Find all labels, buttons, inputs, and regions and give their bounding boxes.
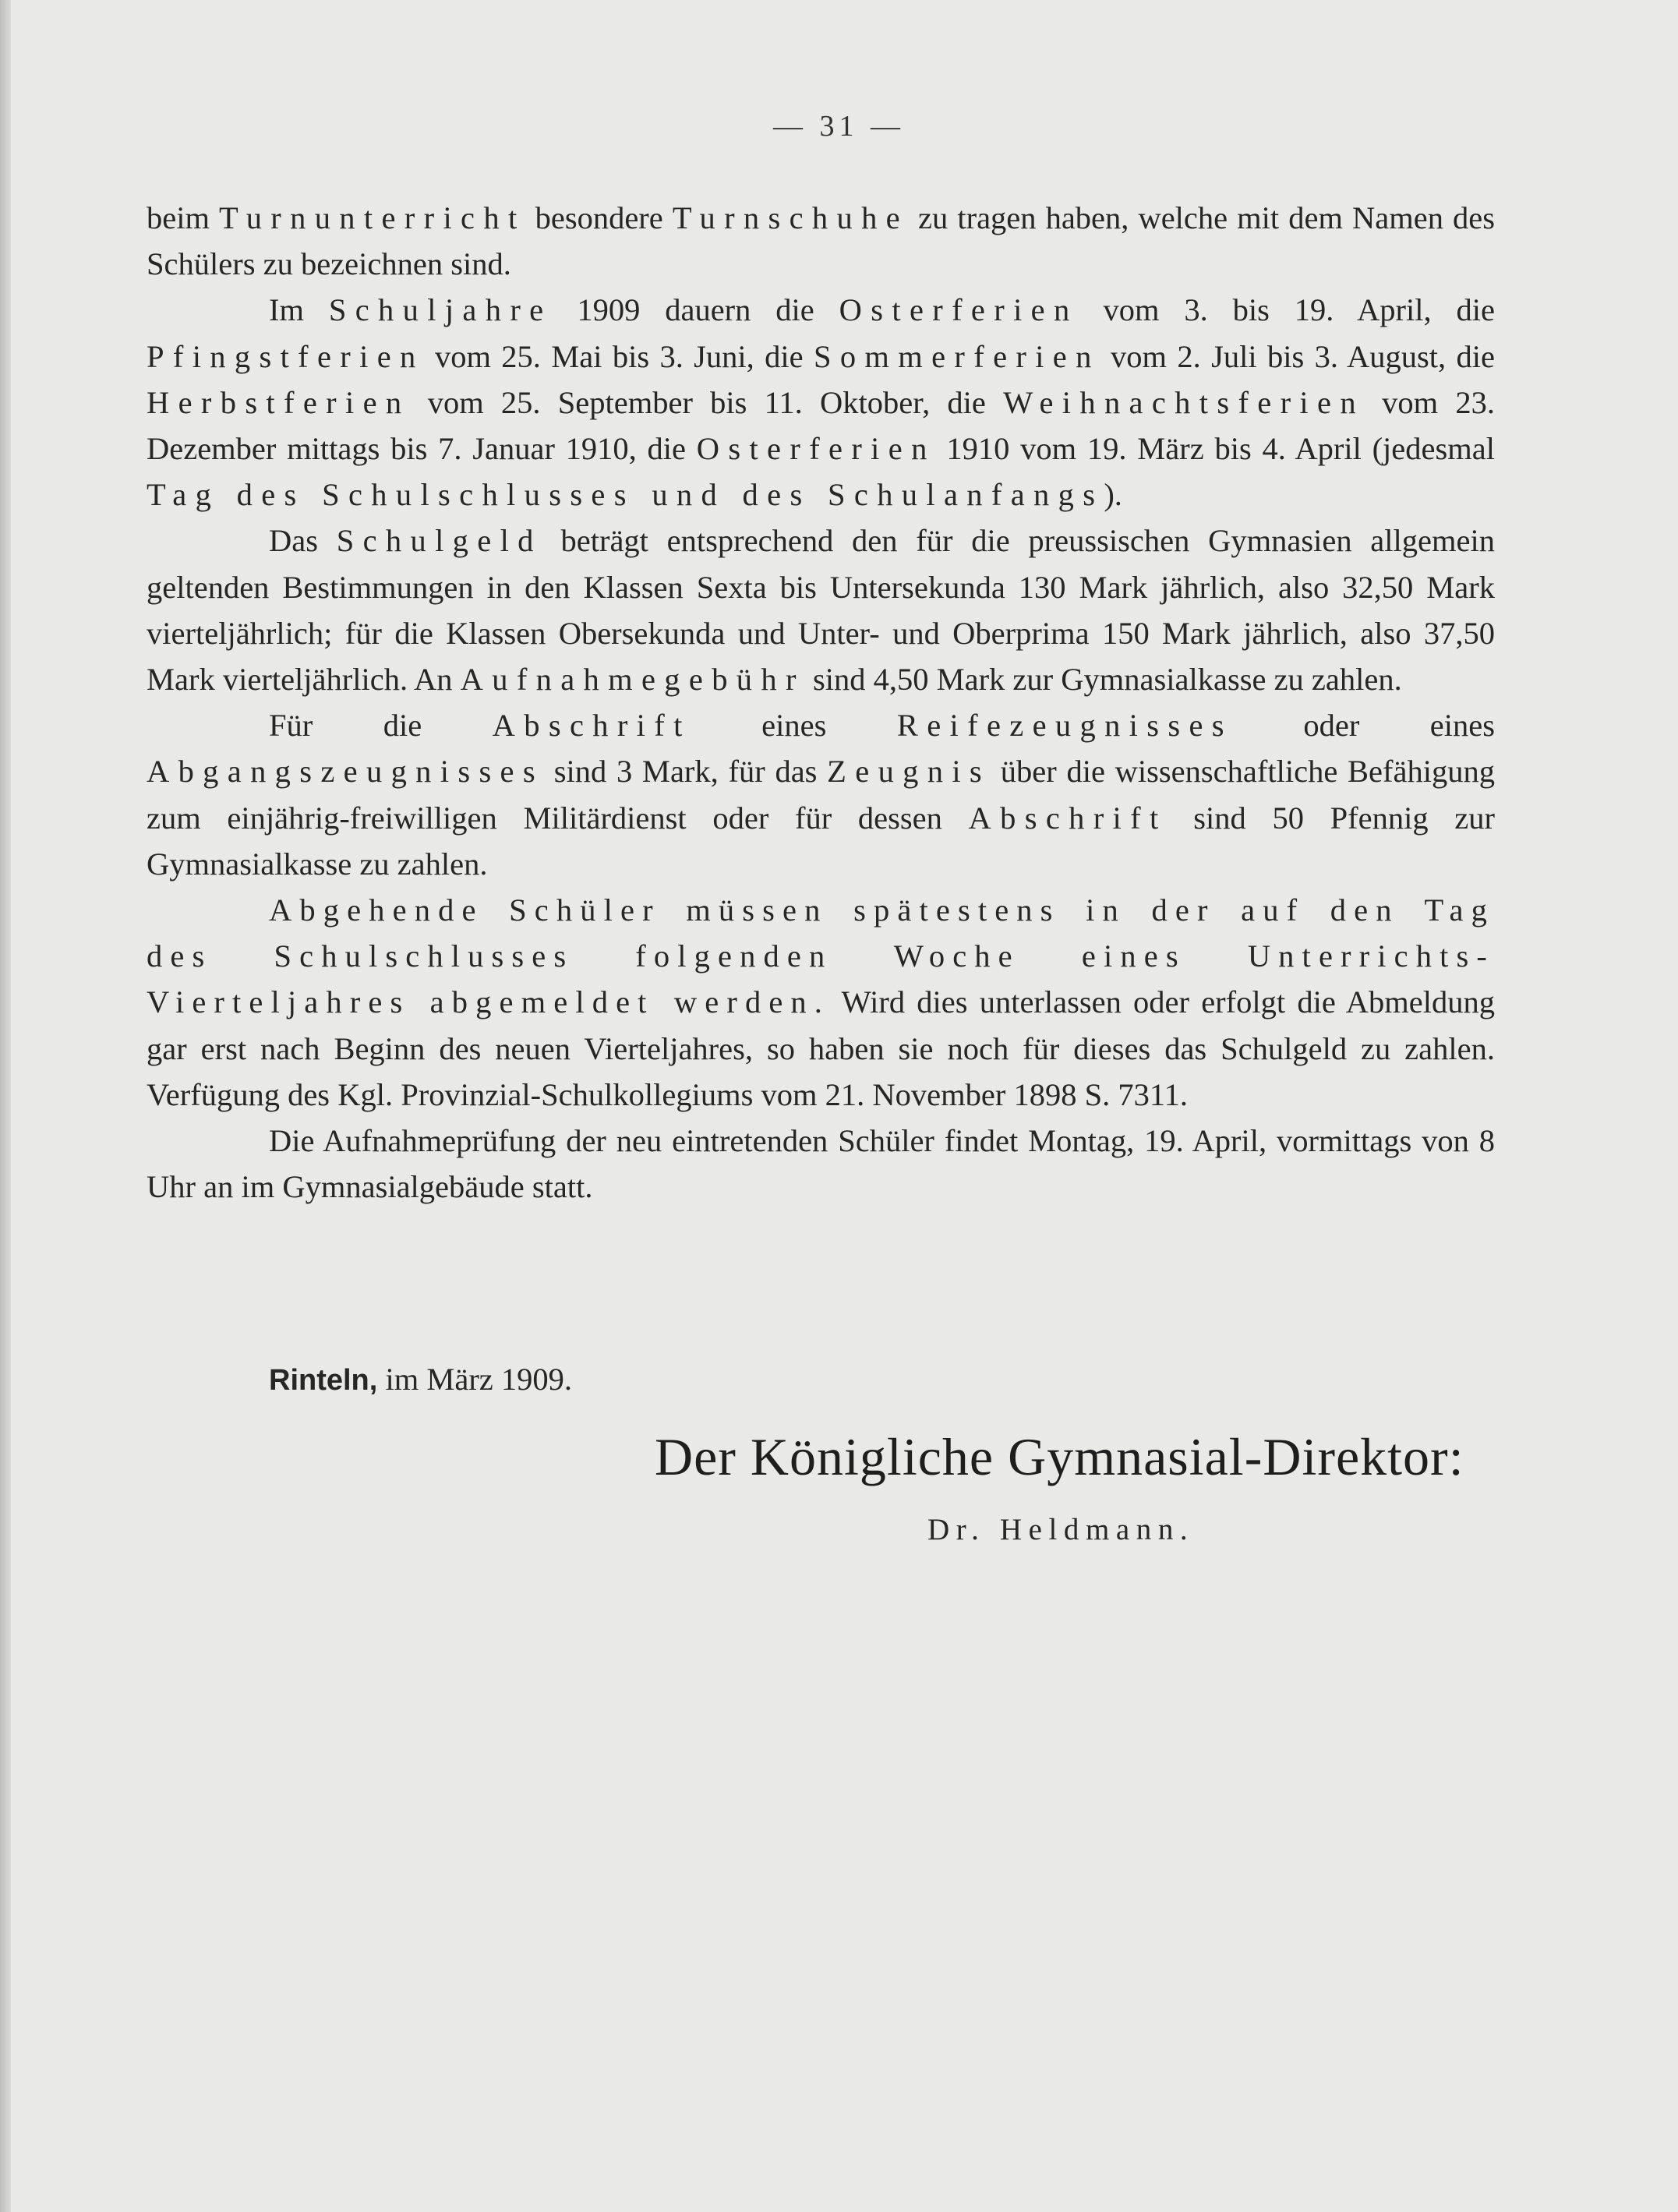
body-text: [147, 195, 1495, 1210]
text-run: zu tragen haben, welche mit dem Namen des Schülers zu bezeichnen sind.: [147, 200, 1496, 282]
text-run: 1909 dauern die: [552, 292, 839, 328]
text-run: Im: [269, 292, 329, 328]
emphasis-osterferien-1910: Osterferien: [696, 431, 936, 467]
text-run: besondere: [525, 200, 673, 235]
emphasis-turnschuhe: Turnschuhe: [672, 200, 909, 235]
text-run: sind 3 Mark, für das: [543, 754, 828, 790]
text-run: beim: [147, 200, 220, 235]
emphasis-turnunterricht: Turnunterricht: [219, 200, 526, 235]
paragraph-gym-shoes: [147, 195, 1495, 287]
text-run: Das: [269, 523, 337, 559]
paragraph-school-fees: [147, 518, 1495, 702]
page-number: — 31 —: [773, 110, 905, 143]
signature-title: Der Königliche Gymnasial-Direktor:: [655, 1427, 1464, 1486]
place-date-line: [269, 1361, 572, 1398]
emphasis-schuljahre: Schuljahre: [328, 292, 553, 328]
text-run: sind 4,50 Mark zur Gymnasialkasse zu zahlen.: [804, 662, 1402, 698]
paragraph-holidays: [147, 287, 1495, 518]
date-text: im März 1909.: [377, 1362, 573, 1397]
emphasis-schulschluss: Tag des Schulschlusses und des Schulanfangs: [147, 477, 1104, 513]
text-run: oder eines: [1232, 708, 1495, 744]
text-run: Wird dies unterlassen oder erfolgt die Abmeldung gar erst nach Beginn des neuen Vierteljahres, so haben sie noch für dieses das Schulgeld zu zahlen. Verfügung des Kgl. Provinzial-Schulkollegiums vom 21. November 1898 S. 7311.: [147, 984, 1495, 1112]
emphasis-abgangszeugnisses: Abgangszeugnisses: [147, 754, 544, 790]
text-run: über die wissenschaftliche Befähigung zum einjährig-freiwilligen Militärdienst oder für dessen: [147, 754, 1495, 836]
emphasis-weihnachtsferien: Weihnachtsferien: [1003, 384, 1365, 420]
text-run: vom 2. Juli bis 3. August, die: [1100, 338, 1495, 374]
paragraph-deregistration: [147, 887, 1495, 1118]
paragraph-entrance-exam: [147, 1118, 1495, 1210]
text-run: vom 23. Dezember mittags bis 7. Januar 1910, die: [147, 384, 1495, 467]
text-run: vom 3. bis 19. April, die: [1078, 292, 1495, 328]
emphasis-pfingstferien: Pfingstferien: [147, 338, 425, 374]
text-run: eines: [691, 708, 897, 744]
text-run: 1910 vom 19. März bis 4. April (jedesmal: [935, 431, 1495, 467]
place-name: Rinteln,: [269, 1364, 378, 1397]
page-edge-shadow: [0, 0, 11, 2212]
text-run: Die Aufnahmeprüfung der neu eintretenden Schüler findet Montag, 19. April, vormittags von 8 Uhr an im Gymnasialgebäude statt.: [147, 1123, 1495, 1205]
text-run: vom 25. September bis 11. Oktober, die: [410, 384, 1004, 420]
emphasis-abschrift-2: Abschrift: [968, 800, 1168, 836]
text-run: ).: [1104, 477, 1122, 513]
text-run: sind 50 Pfennig zur Gymnasialkasse zu zahlen.: [147, 800, 1495, 882]
emphasis-zeugnis: Zeugnis: [827, 754, 991, 790]
emphasis-herbstferien: Herbstferien: [147, 384, 411, 420]
emphasis-osterferien: Osterferien: [839, 292, 1079, 328]
paragraph-certificates: [147, 702, 1495, 887]
emphasis-abgehende-schueler: Abgehende Schüler müssen spätestens in der auf den Tag des Schulschlusses folgenden Woche eines Unterrichts-Vierteljahres abgemeldet werden.: [147, 892, 1495, 1020]
emphasis-abschrift: Abschrift: [492, 708, 691, 744]
emphasis-schulgeld: Schulgeld: [336, 523, 542, 559]
text-run: beträgt entsprechend den für die preussischen Gymnasien allgemein geltenden Bestimmungen in den Klassen Sexta bis Untersekunda 130 Mark jährlich, also 32,50 Mark vierteljährlich; für die Klassen Obersekunda und Unter- und Oberprima 150 Mark jährlich, also 37,50 Mark vierteljährlich. An: [147, 523, 1495, 698]
emphasis-reifezeugnisses: Reifezeugnisses: [896, 708, 1233, 744]
text-run: vom 25. Mai bis 3. Juni, die: [424, 338, 814, 374]
text-run: Für die: [269, 708, 493, 744]
signature-name: Dr. Heldmann.: [927, 1513, 1195, 1546]
emphasis-aufnahmegebuehr: Aufnahmegebühr: [460, 662, 805, 698]
emphasis-sommerferien: Sommerferien: [813, 338, 1100, 374]
